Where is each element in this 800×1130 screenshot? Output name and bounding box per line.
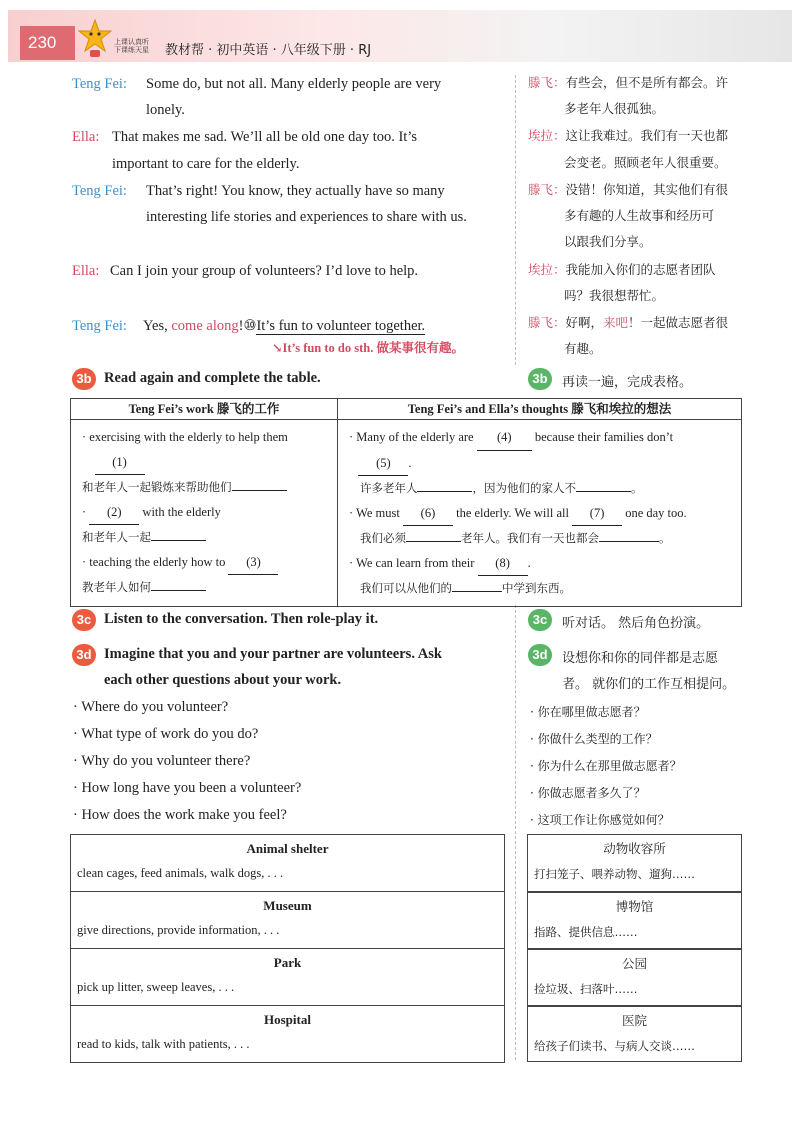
question-item: · Where do you volunteer? [73,699,229,715]
task-badge-3d-zh: 3d [528,644,552,666]
grammar-note: ↘It’s fun to do sth. 做某事很有趣。 [272,341,464,355]
place-desc: read to kids, talk with patients, . . . [77,1037,250,1051]
blank: (3) [228,550,278,576]
question-item: · How long have you been a volunteer? [73,780,302,796]
place-desc: pick up litter, sweep leaves, . . . [77,980,235,994]
speaker-teng-fei: Teng Fei: [72,183,127,199]
blank: (2) [89,500,139,526]
blank [151,590,206,591]
place-box-zh: 公园 捡垃圾、扫落叶…… [527,949,742,1006]
question-item: · What type of work do you do? [73,726,259,742]
dialog-line: interesting life stories and experiences to share with us. [146,209,467,225]
question-item: · Why do you volunteer there? [73,753,251,769]
speaker-ella: Ella: [72,129,100,145]
question-item-zh: · 你在哪里做志愿者？ [530,705,646,719]
place-desc: clean cages, feed animals, walk dogs, . . . [77,866,284,880]
blank: (6) [403,501,453,527]
blank: (7) [572,501,622,527]
task-badge-3b-zh: 3b [528,368,552,390]
blank [417,491,472,492]
task-badge-3b: 3b [72,368,96,390]
speaker-ella: Ella: [72,263,100,279]
task-badge-3c-zh: 3c [528,609,552,631]
completion-table [70,398,742,607]
slogan: 上课认真听 下课练天星 [114,38,149,54]
page-number: 230 [20,26,75,60]
question-item-zh: · 你做什么类型的工作？ [530,732,658,746]
blank [599,541,659,542]
blank: (5) [358,451,408,477]
task-3d-title: Imagine that you and your partner are volunteers. Ask [104,646,442,662]
highlight-phrase: come along [171,318,239,334]
blank: (8) [478,551,528,577]
place-title: Museum [263,898,312,913]
place-box-zh: 医院 给孩子们读书、与病人交谈…… [527,1006,742,1062]
place-title: Hospital [264,1012,311,1027]
blank [406,541,461,542]
table-header: Teng Fei’s and Ella’s thoughts 滕飞和埃拉的想法 [338,399,742,420]
underlined-sentence: It’s fun to volunteer together. [256,318,426,334]
question-item-zh: · 这项工作让你感觉如何？ [530,813,670,827]
dialog-line: That’s right! You know, they actually have so many [146,183,445,199]
dialog-line: lonely. [146,102,185,118]
table-header: Teng Fei’s work 滕飞的工作 [71,399,338,420]
dialog-line: Yes, come along!⑩It’s fun to volunteer together. [143,318,426,334]
question-item: · How does the work make you feel? [73,807,287,823]
blank [232,490,287,491]
place-box-zh: 博物馆 指路、提供信息…… [527,892,742,949]
task-3b-title: Read again and complete the table. [104,370,321,386]
table-cell-right: · Many of the elderly are (4) because their families don’t (5) . 许多老年人 ，因为他们的家人不 。 · We must (6) the elderly. We will all (7) one day too. 我们必须 老年人。我们有一天也都会 。 · We can learn from their (8) . 我们可以从他们的 中学到东西。 [338,420,742,607]
task-3d-title: each other questions about your work. [104,672,342,688]
blank: (4) [477,425,532,451]
speaker-teng-fei: Teng Fei: [72,318,127,334]
blank [452,591,502,592]
dialog-line: important to care for the elderly. [112,156,300,172]
blank: (1) [95,450,145,476]
task-3c-title: Listen to the conversation. Then role-play it. [104,611,379,627]
star-mascot-icon [78,18,112,58]
column-divider-lower [515,605,516,1060]
task-3d-zh: 者。 就你们的工作互相提问。 [562,677,736,692]
page-header [8,10,792,62]
task-badge-3d: 3d [72,644,96,666]
task-3c-zh: 听对话。 然后角色扮演。 [562,616,710,631]
places-box [70,834,505,1063]
book-title: 教材帮 · 初中英语 · 八年级下册 · RJ [165,43,372,58]
place-title: Animal shelter [246,841,329,856]
task-3d-zh: 设想你和你的同伴都是志愿 [562,651,719,666]
dialog-line: Can I join your group of volunteers? I’d love to help. [110,263,419,279]
place-box-zh: 动物收容所 打扫笼子、喂养动物、遛狗…… [527,834,742,892]
dialog-line: That makes me sad. We’ll all be old one day too. It’s [112,129,418,145]
table-cell-left: · exercising with the elderly to help them (1) 和老年人一起锻炼来帮助他们 · (2) with the elderly 和老年人一起 · teaching the elderly how to (3) 教老年人如何 [71,420,338,607]
blank [576,491,631,492]
place-title: Park [273,955,302,970]
question-item-zh: · 你为什么在那里做志愿者？ [530,759,682,773]
place-desc: give directions, provide information, . . . [77,923,280,937]
task-3b-zh: 再读一遍，完成表格。 [562,375,693,390]
dialog-line: Some do, but not all. Many elderly people are very [146,76,442,92]
speaker-teng-fei: Teng Fei: [72,76,127,92]
question-item-zh: · 你做志愿者多久了？ [530,786,646,800]
blank [151,540,206,541]
task-badge-3c: 3c [72,609,96,631]
